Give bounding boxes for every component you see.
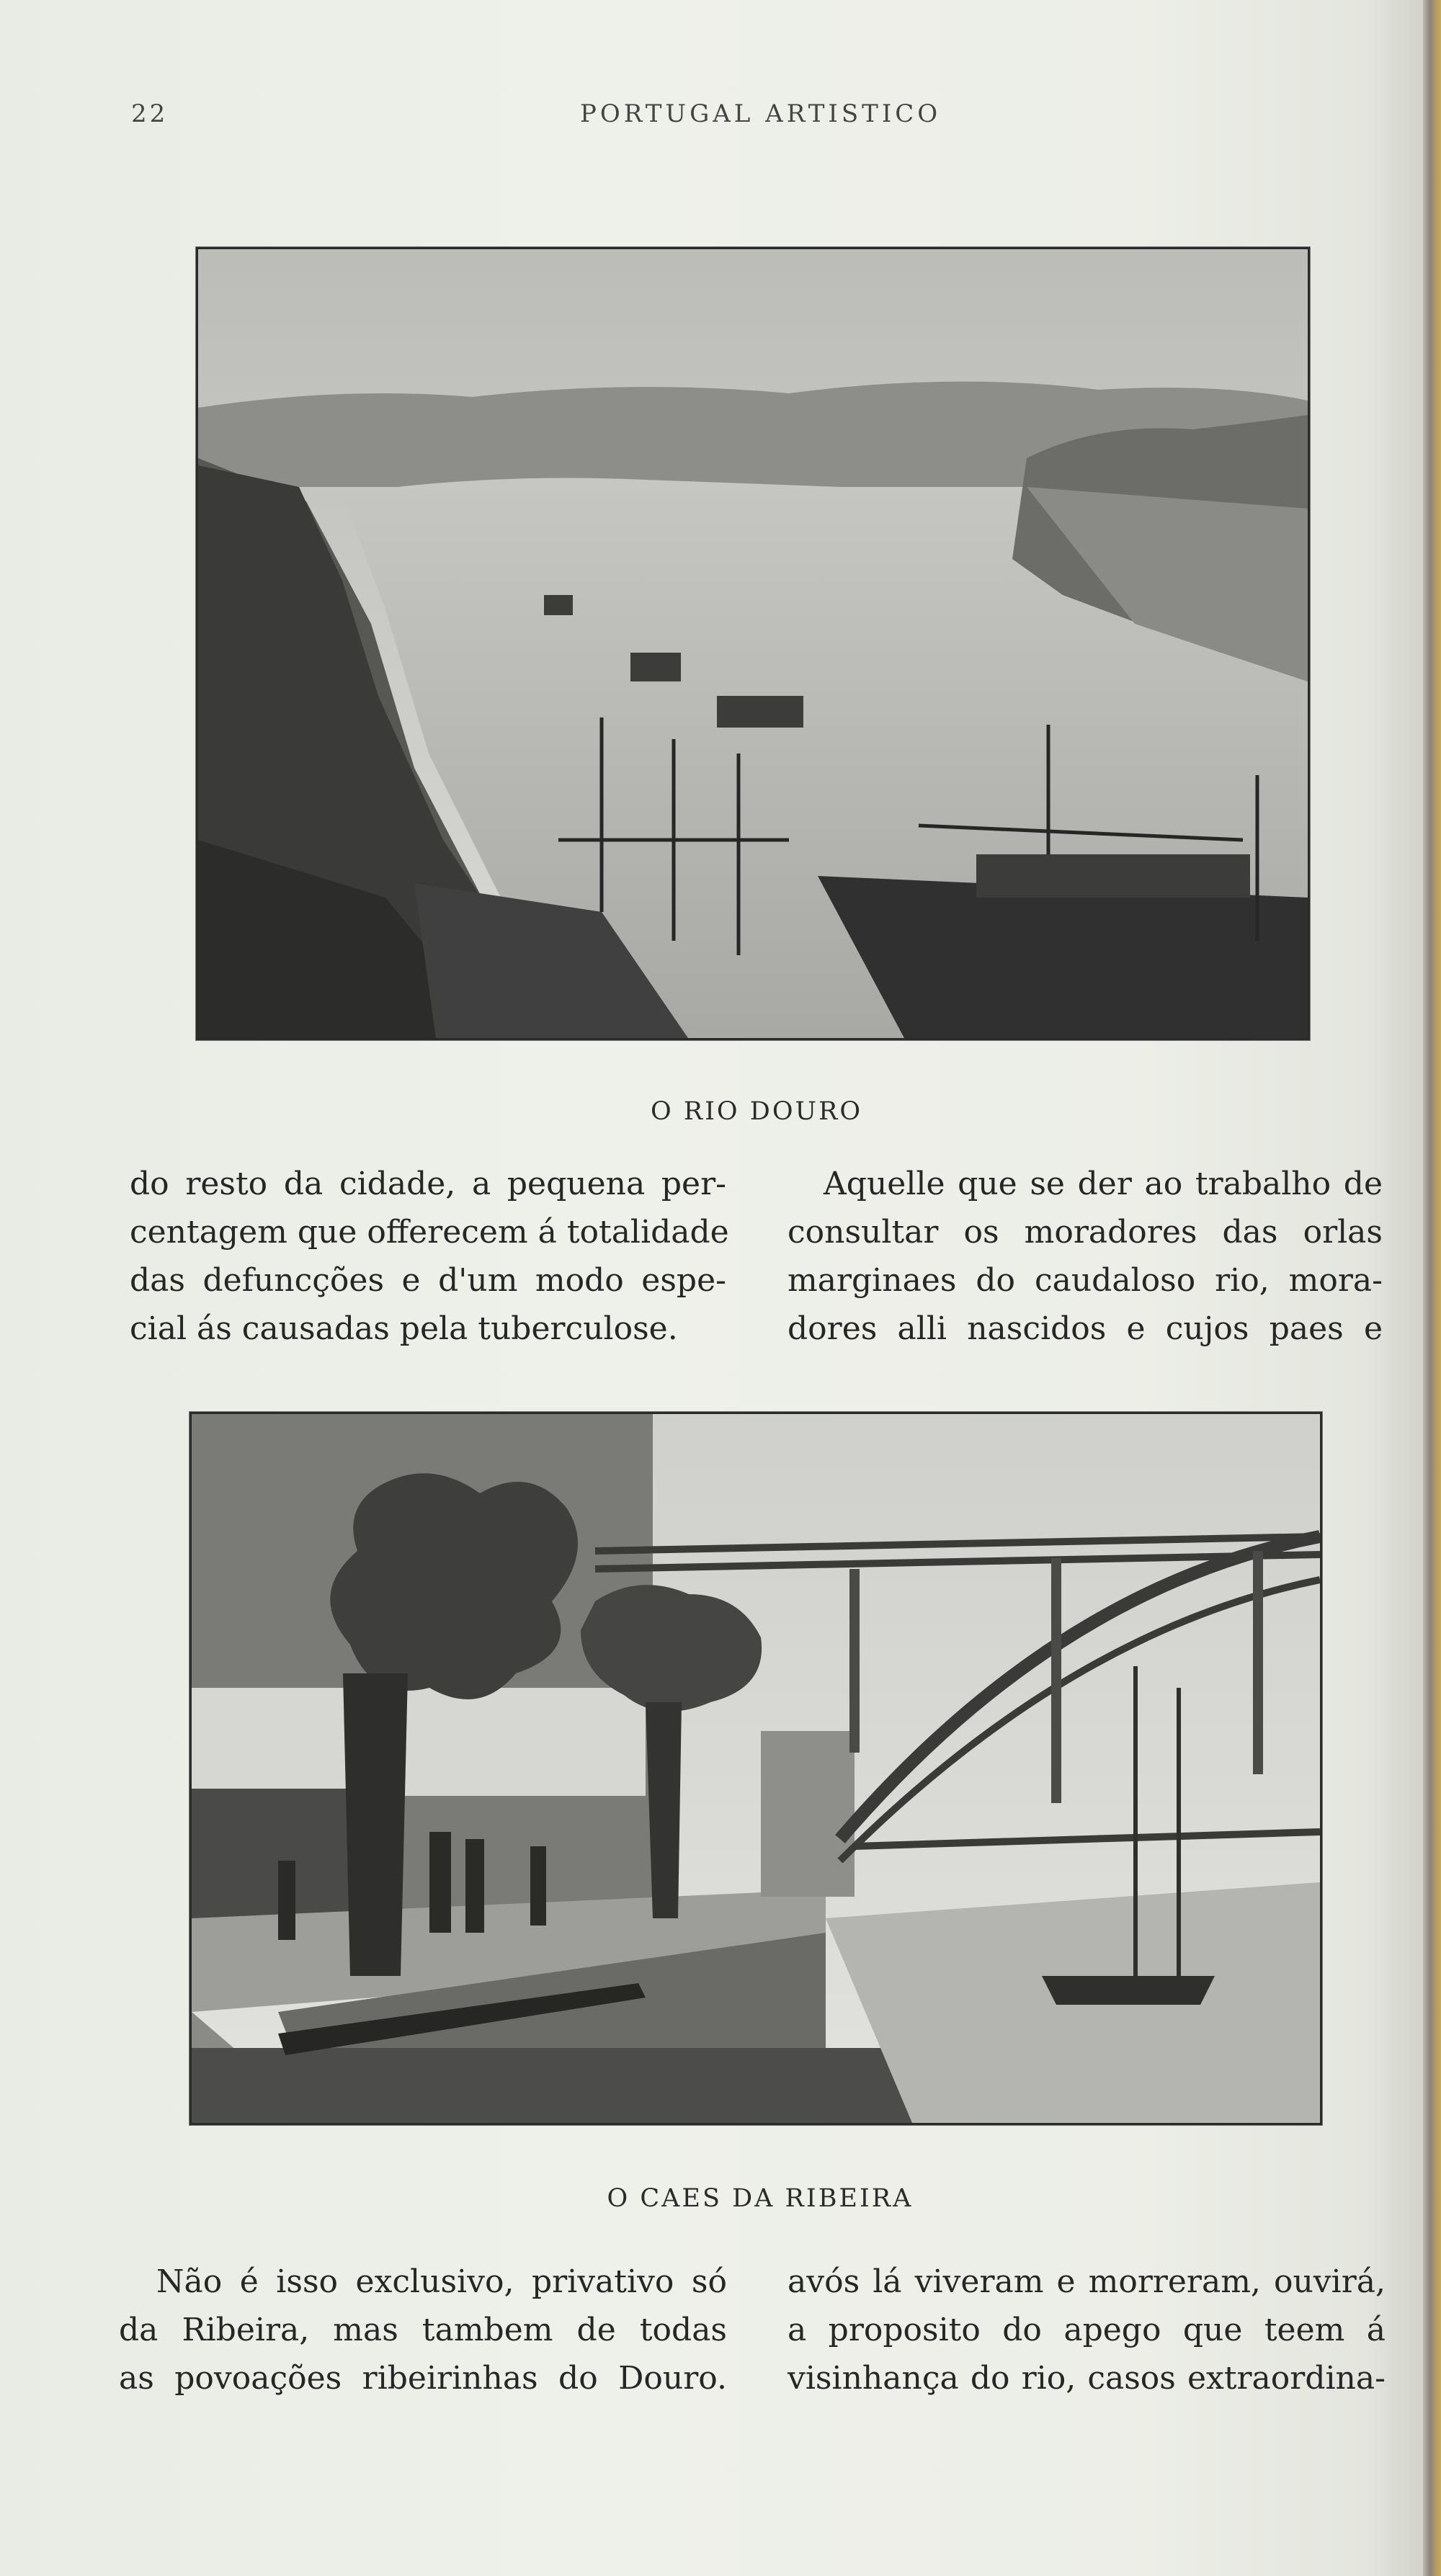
text-line: avós lá viveram e morreram, ouvirá,	[788, 2263, 1386, 2300]
text-line: marginaes do caudaloso rio, mora-	[788, 1262, 1383, 1299]
ribeira-quay-illustration	[192, 1414, 1320, 2123]
text-line: da Ribeira, mas tambem de todas	[119, 2312, 727, 2348]
text-line: cial ás causadas pela tuberculose.	[130, 1310, 678, 1347]
text-column-right-1	[788, 1160, 1383, 1353]
text-line: centagem que offerecem á totalidade	[130, 1214, 729, 1251]
page-header	[0, 99, 1423, 135]
river-douro-photo	[196, 247, 1310, 1040]
running-title: PORTUGAL ARTISTICO	[580, 99, 942, 128]
text-line: visinhança do rio, casos extraordina-	[788, 2360, 1386, 2397]
text-column-right-2	[788, 2258, 1386, 2402]
ribeira-quay-photo	[189, 1412, 1322, 2125]
text-line: a proposito do apego que teem á	[788, 2312, 1386, 2348]
figure-caption-douro: O RIO DOURO	[650, 1097, 863, 1126]
text-column-left-1	[130, 1160, 729, 1353]
figure-caption-ribeira: O CAES DA RIBEIRA	[607, 2184, 914, 2213]
text-line: Aquelle que se der ao trabalho de	[824, 1166, 1383, 1202]
text-line: Não é isso exclusivo, privativo só	[156, 2263, 727, 2300]
page-number: 22	[131, 99, 169, 128]
text-line: do resto da cidade, a pequena per-	[130, 1166, 726, 1202]
text-line: dores alli nascidos e cujos paes e	[788, 1310, 1383, 1347]
text-line: consultar os moradores das orlas	[788, 1214, 1383, 1251]
text-column-left-2	[119, 2258, 727, 2402]
book-spine-edge	[1423, 0, 1441, 2576]
text-line: das defuncções e d'um modo espe-	[130, 1262, 726, 1299]
river-douro-illustration	[198, 249, 1308, 1038]
text-line: as povoações ribeirinhas do Douro.	[119, 2360, 727, 2397]
